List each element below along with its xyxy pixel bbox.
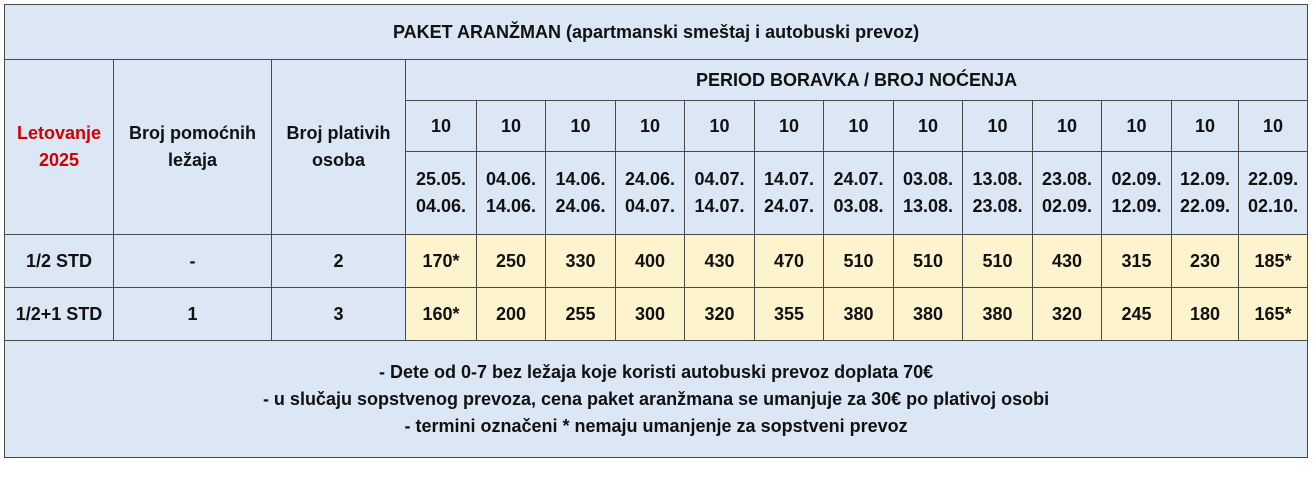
period-to-date: 02.09. <box>1041 196 1093 216</box>
period-to-date: 02.10. <box>1248 196 1299 216</box>
period-nights-cell: 10 <box>894 101 963 152</box>
period-from-date: 02.09. <box>1111 169 1162 189</box>
price-cell: 330 <box>546 235 616 288</box>
period-from-date: 25.05. <box>415 169 467 189</box>
price-cell: 165* <box>1239 288 1308 341</box>
price-cell: 185* <box>1239 235 1308 288</box>
season-label-line2: 2025 <box>38 150 80 170</box>
notes-row <box>5 341 1308 458</box>
price-cell: 245 <box>1102 288 1172 341</box>
period-to-date: 24.06. <box>555 196 606 216</box>
note-line: - termini označeni * nemaju umanjenje za sopstveni prevoz <box>404 415 908 436</box>
payers-header-line2: osoba <box>311 150 365 170</box>
period-from-date: 22.09. <box>1248 169 1299 189</box>
price-cell: 200 <box>477 288 546 341</box>
table-title: PAKET ARANŽMAN (apartmanski smeštaj i autobuski prevoz) <box>5 5 1308 60</box>
period-dates-cell <box>963 152 1033 235</box>
period-dates-cell <box>1239 152 1308 235</box>
period-from-date: 03.08. <box>902 169 954 189</box>
period-nights-cell: 10 <box>963 101 1033 152</box>
period-nights-cell: 10 <box>755 101 824 152</box>
room-type-cell: 1/2+1 STD <box>5 288 114 341</box>
period-dates-cell <box>685 152 755 235</box>
payers-cell: 3 <box>272 288 406 341</box>
period-dates-cell <box>1102 152 1172 235</box>
period-from-date: 14.07. <box>763 169 815 189</box>
period-dates-cell <box>477 152 546 235</box>
period-dates-cell <box>1172 152 1239 235</box>
price-cell: 470 <box>755 235 824 288</box>
season-label-line1: Letovanje <box>16 123 102 143</box>
price-cell: 430 <box>1033 235 1102 288</box>
period-from-date: 14.06. <box>555 169 606 189</box>
period-to-date: 14.07. <box>694 196 745 216</box>
period-from-date: 24.06. <box>624 169 676 189</box>
period-dates-cell <box>894 152 963 235</box>
period-nights-cell: 10 <box>616 101 685 152</box>
price-cell: 320 <box>685 288 755 341</box>
period-dates-cell <box>824 152 894 235</box>
period-from-date: 12.09. <box>1179 169 1231 189</box>
period-to-date: 23.08. <box>972 196 1023 216</box>
period-from-date: 23.08. <box>1041 169 1093 189</box>
price-cell: 510 <box>963 235 1033 288</box>
price-cell: 170* <box>406 235 477 288</box>
period-dates-cell <box>546 152 616 235</box>
period-to-date: 13.08. <box>902 196 954 216</box>
note-line: - Dete od 0-7 bez ležaja koje koristi autobuski prevoz doplata 70€ <box>378 361 934 382</box>
extra-beds-cell: 1 <box>114 288 272 341</box>
payers-header-line1: Broj plativih <box>286 123 391 143</box>
price-cell: 380 <box>824 288 894 341</box>
period-nights-cell: 10 <box>1033 101 1102 152</box>
extra-beds-cell: - <box>114 235 272 288</box>
room-type-cell: 1/2 STD <box>5 235 114 288</box>
period-to-date: 22.09. <box>1179 196 1231 216</box>
period-to-date: 04.06. <box>415 196 467 216</box>
price-cell: 380 <box>963 288 1033 341</box>
period-dates-cell <box>616 152 685 235</box>
extra-beds-header-line2: ležaja <box>167 150 218 170</box>
season-label <box>5 60 114 235</box>
period-nights-cell: 10 <box>406 101 477 152</box>
price-cell: 400 <box>616 235 685 288</box>
payers-cell: 2 <box>272 235 406 288</box>
price-cell: 160* <box>406 288 477 341</box>
price-table-wrapper <box>4 4 1308 458</box>
price-table <box>4 4 1308 458</box>
period-to-date: 04.07. <box>624 196 676 216</box>
price-cell: 320 <box>1033 288 1102 341</box>
period-nights-cell: 10 <box>1172 101 1239 152</box>
period-nights-cell: 10 <box>1102 101 1172 152</box>
price-cell: 255 <box>546 288 616 341</box>
price-cell: 510 <box>894 235 963 288</box>
price-cell: 380 <box>894 288 963 341</box>
price-cell: 180 <box>1172 288 1239 341</box>
period-to-date: 14.06. <box>485 196 537 216</box>
period-to-date: 24.07. <box>763 196 815 216</box>
period-nights-cell: 10 <box>546 101 616 152</box>
period-dates-cell <box>1033 152 1102 235</box>
title-row <box>5 5 1308 60</box>
price-cell: 355 <box>755 288 824 341</box>
price-cell: 230 <box>1172 235 1239 288</box>
period-from-date: 13.08. <box>972 169 1023 189</box>
notes-cell <box>5 341 1308 458</box>
period-to-date: 12.09. <box>1111 196 1162 216</box>
period-nights-cell: 10 <box>477 101 546 152</box>
payers-header <box>272 60 406 235</box>
period-nights-cell: 10 <box>824 101 894 152</box>
extra-beds-header-line1: Broj pomoćnih <box>129 123 256 143</box>
period-from-date: 04.07. <box>694 169 745 189</box>
table-row <box>5 235 1308 288</box>
period-from-date: 24.07. <box>833 169 884 189</box>
price-cell: 300 <box>616 288 685 341</box>
period-from-date: 04.06. <box>485 169 537 189</box>
period-dates-cell <box>406 152 477 235</box>
price-cell: 315 <box>1102 235 1172 288</box>
period-header: PERIOD BORAVKA / BROJ NOĆENJA <box>406 60 1308 101</box>
period-header-row <box>5 60 1308 101</box>
period-dates-cell <box>755 152 824 235</box>
table-row <box>5 288 1308 341</box>
price-cell: 430 <box>685 235 755 288</box>
price-cell: 510 <box>824 235 894 288</box>
period-to-date: 03.08. <box>833 196 884 216</box>
price-cell: 250 <box>477 235 546 288</box>
period-nights-cell: 10 <box>1239 101 1308 152</box>
extra-beds-header <box>114 60 272 235</box>
note-line: - u slučaju sopstvenog prevoza, cena paket aranžmana se umanjuje za 30€ po plativoj osobi <box>262 388 1050 409</box>
period-nights-cell: 10 <box>685 101 755 152</box>
